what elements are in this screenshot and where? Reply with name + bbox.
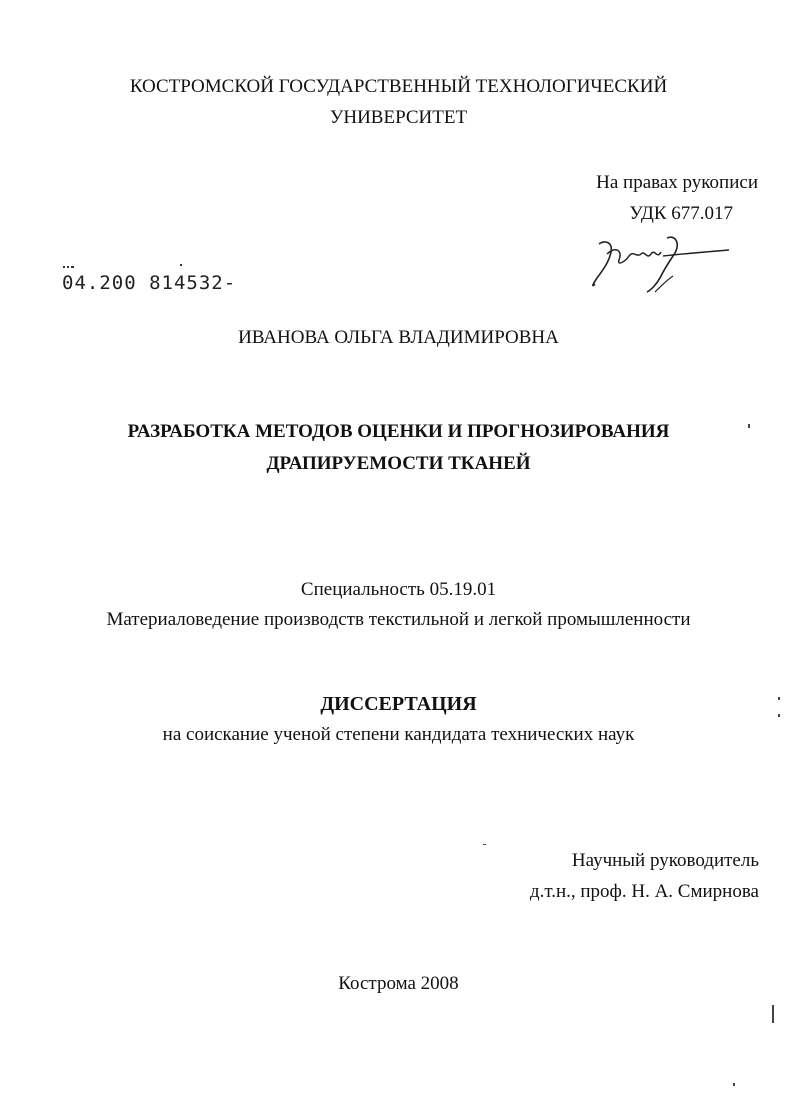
city-year: Кострома 2008 — [338, 973, 459, 994]
specialty-name: Материаловедение производств текстильной и легкой промышленности — [106, 609, 691, 630]
scan-speck — [483, 844, 486, 845]
university-name-line2: УНИВЕРСИТЕТ — [329, 107, 468, 128]
university-name-line1: КОСТРОМСКОЙ ГОСУДАРСТВЕННЫЙ ТЕХНОЛОГИЧЕСКИЙ — [129, 76, 668, 97]
udc-code: УДК 677.017 — [629, 203, 733, 224]
dissertation-title-line2: ДРАПИРУЕМОСТИ ТКАНЕЙ — [266, 453, 531, 474]
scan-speck — [733, 1083, 735, 1086]
author-name: ИВАНОВА ОЛЬГА ВЛАДИМИРОВНА — [238, 327, 559, 348]
scan-speck — [778, 714, 780, 717]
scan-speck — [748, 424, 750, 428]
scan-speck — [772, 1005, 774, 1023]
dissertation-title-line1: РАЗРАБОТКА МЕТОДОВ ОЦЕНКИ И ПРОГНОЗИРОВАНИЯ — [127, 421, 670, 442]
dissertation-label: ДИССЕРТАЦИЯ — [320, 693, 477, 715]
specialty-code: Специальность 05.19.01 — [300, 579, 497, 600]
degree-purpose: на соискание ученой степени кандидата технических наук — [162, 724, 635, 745]
supervisor-name: д.т.н., проф. Н. А. Смирнова — [529, 881, 759, 902]
registration-stamp: 04.200 814532- — [62, 272, 237, 294]
supervisor-label: Научный руководитель — [571, 850, 759, 871]
signature-image — [585, 232, 735, 297]
manuscript-rights: На правах рукописи — [596, 172, 758, 193]
scan-speck — [778, 697, 780, 700]
